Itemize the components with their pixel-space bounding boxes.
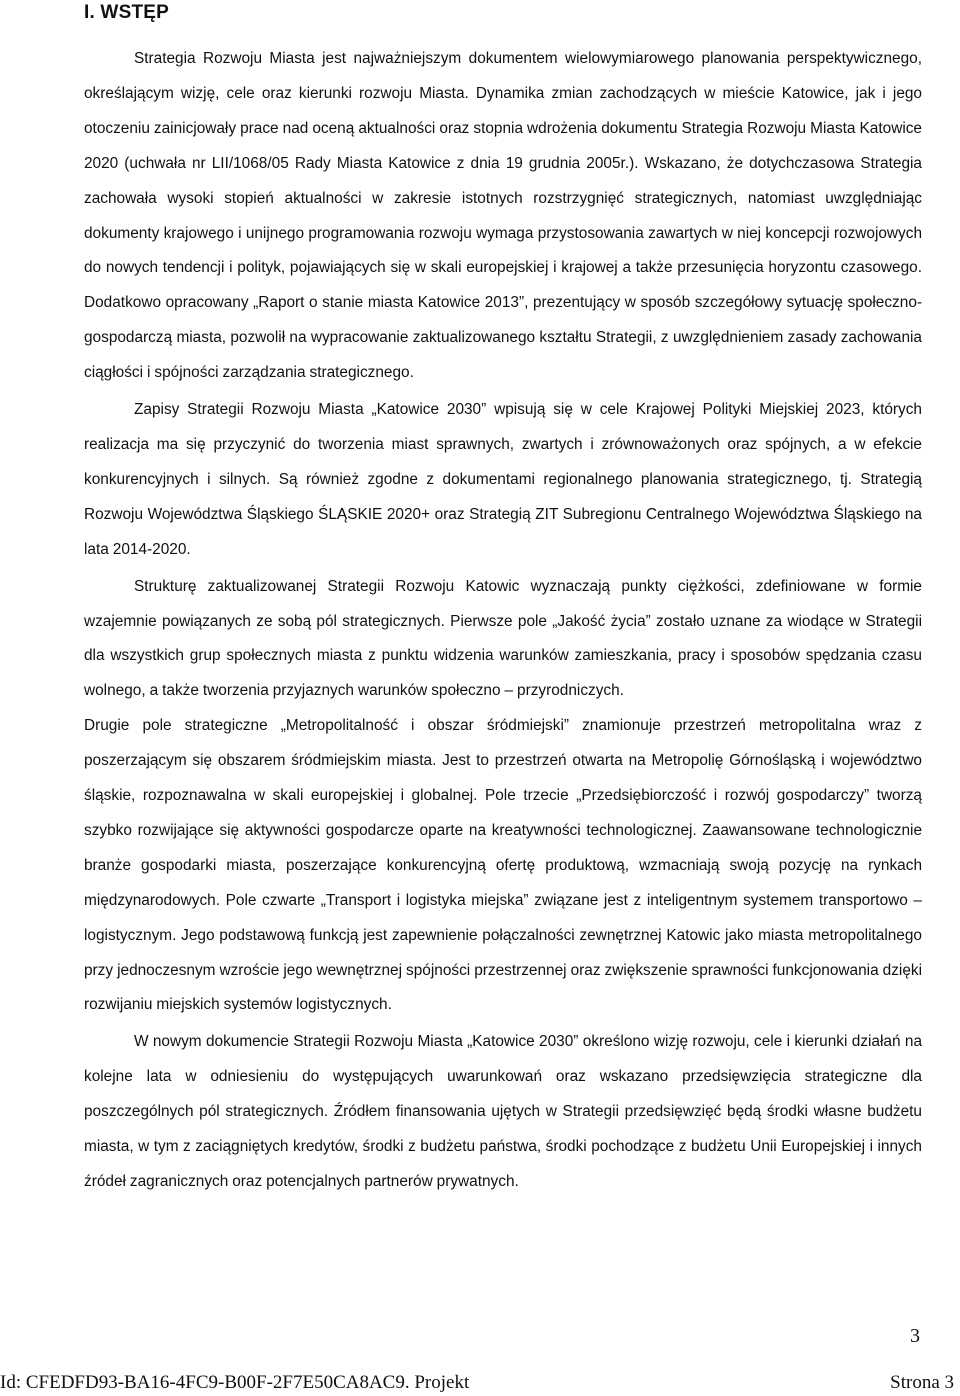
- document-body: [84, 42, 922, 1200]
- paragraph-new-document: W nowym dokumencie Strategii Rozwoju Miasta „Katowice 2030” określono wizję rozwoju, cele i kierunki działań na kolejne lata w odniesieniu do występujących uwarunkowań oraz wskazano przedsięwzięcia strategiczne dla poszczególnych pól strategicznych. Źródłem finansowania ujętych w Strategii przedsięwzięć będą środki własne budżetu miasta, w tym z zaciągniętych kredytów, środki z budżetu państwa, środki pochodzące z budżetu Unii Europejskiej i innych źródeł zagranicznych oraz potencjalnych partnerów prywatnych.: [84, 1033, 922, 1190]
- section-heading: I. WSTĘP: [84, 2, 169, 23]
- paragraph-policy-alignment: Zapisy Strategii Rozwoju Miasta „Katowice 2030” wpisują się w cele Krajowej Polityki Miejskiej 2023, których realizacja ma się przyczynić do tworzenia miast sprawnych, zwartych i zrównoważonych oraz spójnych, a w efekcie konkurencyjnych i silnych. Są również zgodne z dokumentami regionalnego planowania strategicznego, tj. Strategią Rozwoju Województwa Śląskiego ŚLĄSKIE 2020+ oraz Strategią ZIT Subregionu Centralnego Województwa Śląskiego na lata 2014-2020.: [84, 401, 922, 558]
- paragraph-fields-detail: Drugie pole strategiczne „Metropolitalność i obszar śródmiejski” znamionuje przestrzeń metropolitalna wraz z poszerzającym się obszarem śródmiejskim miasta. Jest to przestrzeń otwarta na Metropolię Górnośląską i województwo śląskie, rozpoznawalna w skali europejskiej i globalnej. Pole trzecie „Przedsiębiorczość i rozwój gospodarczy” tworzą szybko rozwijające się aktywności gospodarcze oparte na kreatywności technologicznej. Zaawansowane technologicznie branże gospodarki miasta, poszerzające konkurencyjną ofertę produktową, wzmacniają swoją pozycję na rynkach międzynarodowych. Pole czwarte „Transport i logistyka miejska” związane jest z inteligentnym systemem transportowo – logistycznym. Jego podstawową funkcją jest zapewnienie połączalności zewnętrznej Katowic jako miasta metropolitalnego przy jednoczesnym wzroście jego wewnętrznej spójności przestrzennej oraz zwiększenie sprawności funkcjonowania dzięki rozwijaniu miejskich systemów logistycznych.: [84, 717, 922, 1014]
- footer-page-label: Strona 3: [890, 1372, 954, 1393]
- paragraph-intro: Strategia Rozwoju Miasta jest najważniejszym dokumentem wielowymiarowego planowania perspektywicznego, określającym wizję, cele oraz kierunki rozwoju Miasta. Dynamika zmian zachodzących w mieście Katowice, jak i jego otoczeniu zainicjowały prace nad oceną aktualności oraz stopnia wdrożenia dokumentu Strategia Rozwoju Miasta Katowice 2020 (uchwała nr LII/1068/05 Rady Miasta Katowice z dnia 19 grudnia 2005r.). Wskazano, że dotychczasowa Strategia zachowała wysoki stopień aktualności w zakresie istotnych rozstrzygnięć strategicznych, natomiast uwzględniając dokumenty krajowego i unijnego programowania rozwoju wymaga przystosowania zawartych w niej koncepcji rozwojowych do nowych tendencji i polityk, pojawiających się w skali europejskiej i krajowej a także przesunięcia horyzontu czasowego. Dodatkowo opracowany „Raport o stanie miasta Katowice 2013”, prezentujący w sposób szczegółowy sytuację społeczno-gospodarczą miasta, pozwolił na wypracowanie zaktualizowanego kształtu Strategii, z uwzględnieniem zasady zachowania ciągłości i spójności zarządzania strategicznego.: [84, 50, 922, 382]
- paragraph-strategic-fields: Strukturę zaktualizowanej Strategii Rozwoju Katowic wyznaczają punkty ciężkości, zdefiniowane w formie wzajemnie powiązanych ze sobą pól strategicznych. Pierwsze pole „Jakość życia” zostało uznane za wiodące w Strategii dla wszystkich grup społecznych miasta z punktu widzenia warunków zamieszkania, pracy i sposobów spędzania czasu wolnego, a także tworzenia przyjaznych warunków społeczno – przyrodniczych.: [84, 577, 922, 700]
- footer-document-id: Id: CFEDFD93-BA16-4FC9-B00F-2F7E50CA8AC9. Projekt: [0, 1372, 470, 1393]
- page-number: 3: [910, 1325, 920, 1347]
